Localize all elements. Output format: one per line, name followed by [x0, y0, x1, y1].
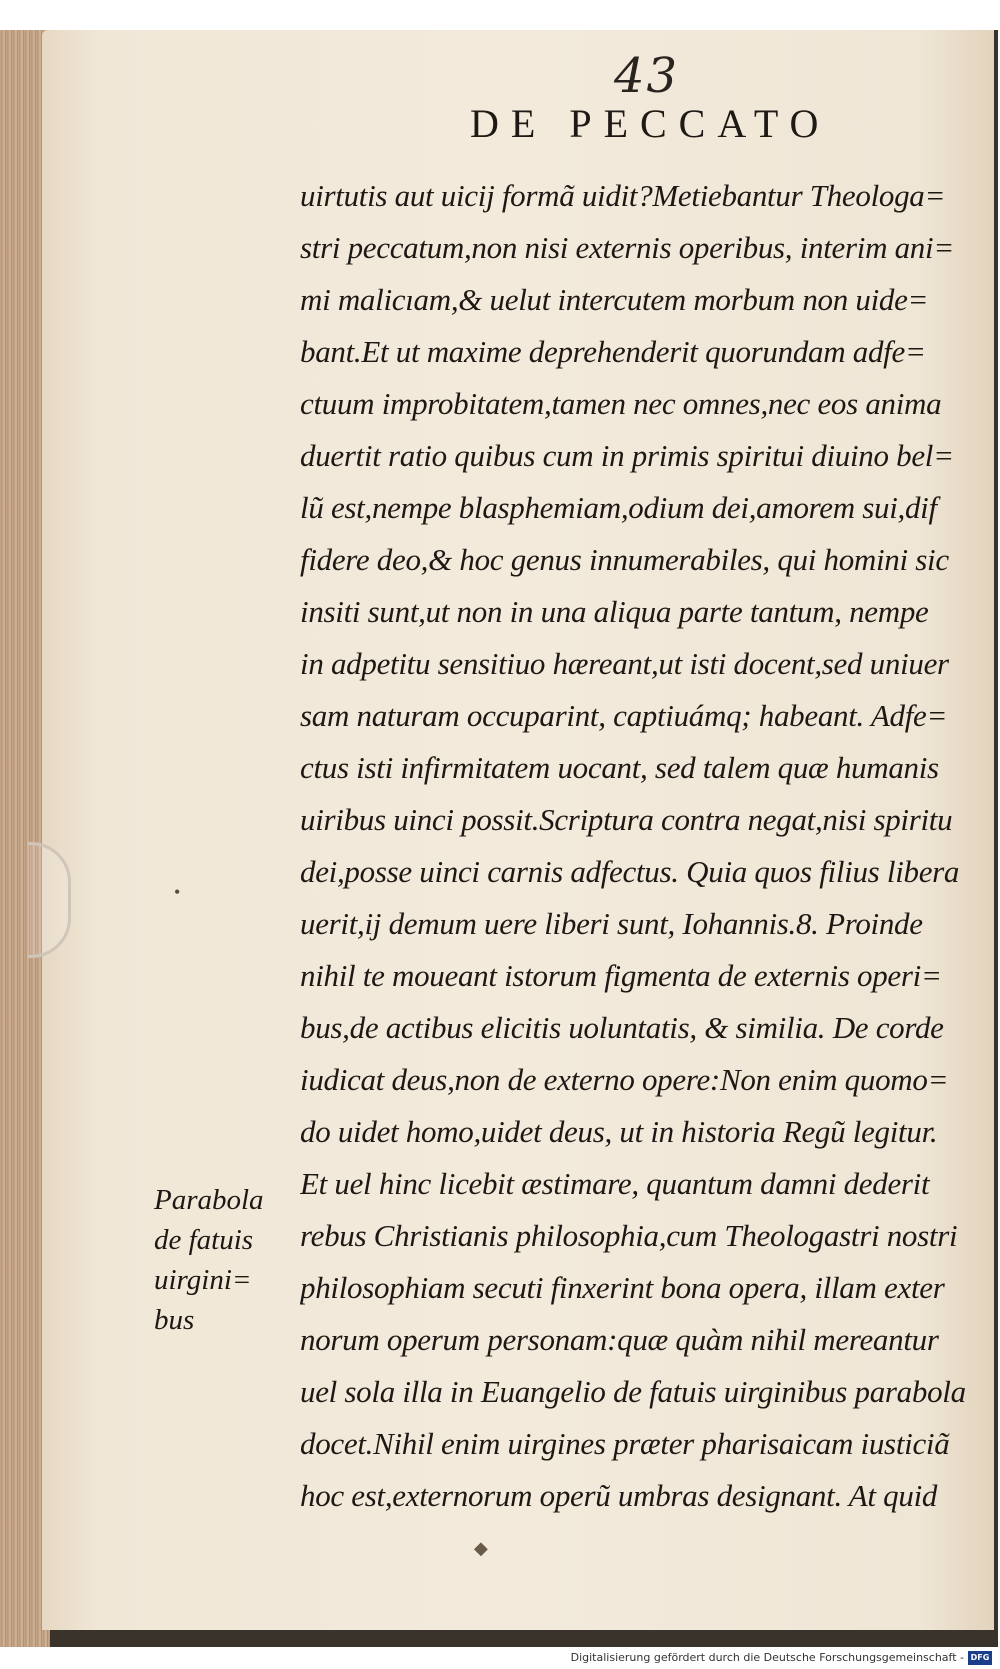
text-line: sam naturam occuparint, captiuámq; habeant. Adfe= — [300, 698, 948, 733]
text-line: ctuum improbitatem,tamen nec omnes,nec eos anima — [300, 386, 942, 421]
text-line: hoc est,externorum operũ umbras designant. At quid — [300, 1478, 938, 1513]
text-line: do uidet homo,uidet deus, ut in historia Regũ legitur. — [300, 1114, 938, 1149]
text-line: bus,de actibus elicitis uoluntatis, & similia. De corde — [300, 1010, 944, 1045]
text-line: mi malicıam,& uelut intercutem morbum non uide= — [300, 282, 929, 317]
text-line: uiribus uinci possit.Scriptura contra negat,nisi spiritu — [300, 802, 953, 837]
text-line: uirtutis aut uicij formã uidit?Metiebantur Theologa= — [300, 178, 946, 213]
main-text — [300, 170, 998, 1522]
marginal-line: Parabola — [154, 1184, 264, 1216]
text-line: nihil te moueant istorum figmenta de externis operi= — [300, 958, 942, 993]
marginal-line: de fatuis — [154, 1224, 254, 1256]
ink-speck: • — [174, 882, 181, 902]
dfg-logo-icon: DFG — [968, 1651, 992, 1665]
marginal-line: uirgini= — [154, 1264, 252, 1296]
footer-bar — [0, 1647, 1000, 1669]
text-line: stri peccatum,non nisi externis operibus, interim ani= — [300, 230, 954, 265]
text-line: Et uel hinc licebit æstimare, quantum damni dederit — [300, 1166, 930, 1201]
running-head: DE PECCATO — [470, 101, 831, 146]
text-line: uel sola illa in Euangelio de fatuis uirginibus parabola — [300, 1374, 966, 1409]
text-line: insiti sunt,ut non in una aliqua parte tantum, nempe — [300, 594, 929, 629]
text-line: rebus Christianis philosophia,cum Theologastri nostri — [300, 1218, 958, 1253]
text-line: in adpetitu sensitiuo hæreant,ut isti docent,sed uniuer — [300, 646, 949, 681]
text-line: fidere deo,& hoc genus innumerabiles, qui homini sic — [300, 542, 949, 577]
text-line: philosophiam secuti finxerint bona opera, illam exter — [300, 1270, 945, 1305]
text-line: bant.Et ut maxime deprehenderit quorundam adfe= — [300, 334, 926, 369]
funding-credit: Digitalisierung gefördert durch die Deutsche Forschungsgemeinschaft - — [570, 1651, 964, 1664]
text-line: dei,posse uinci carnis adfectus. Quia quos filius libera — [300, 854, 960, 889]
text-line: norum operum personam:quæ quàm nihil mereantur — [300, 1322, 939, 1357]
text-line: ctus isti infirmitatem uocant, sed talem quæ humanis — [300, 750, 939, 785]
text-line: lũ est,nempe blasphemiam,odium dei,amorem sui,dif — [300, 490, 937, 525]
marginal-note — [154, 1180, 304, 1340]
page-scan — [0, 30, 998, 1647]
marginal-line: bus — [154, 1304, 195, 1336]
ornament-mark: ◆ — [474, 1538, 488, 1558]
text-line: docet.Nihil enim uirgines præter pharisaicam iusticiã — [300, 1426, 950, 1461]
text-line: iudicat deus,non de externo opere:Non enim quomo= — [300, 1062, 949, 1097]
book-page — [42, 30, 994, 1630]
text-line: duertit ratio quibus cum in primis spiritui diuino bel= — [300, 438, 954, 473]
page-number: 43 — [614, 48, 680, 104]
text-line: uerit,ij demum uere liberi sunt, Iohannis.8. Proinde — [300, 906, 923, 941]
